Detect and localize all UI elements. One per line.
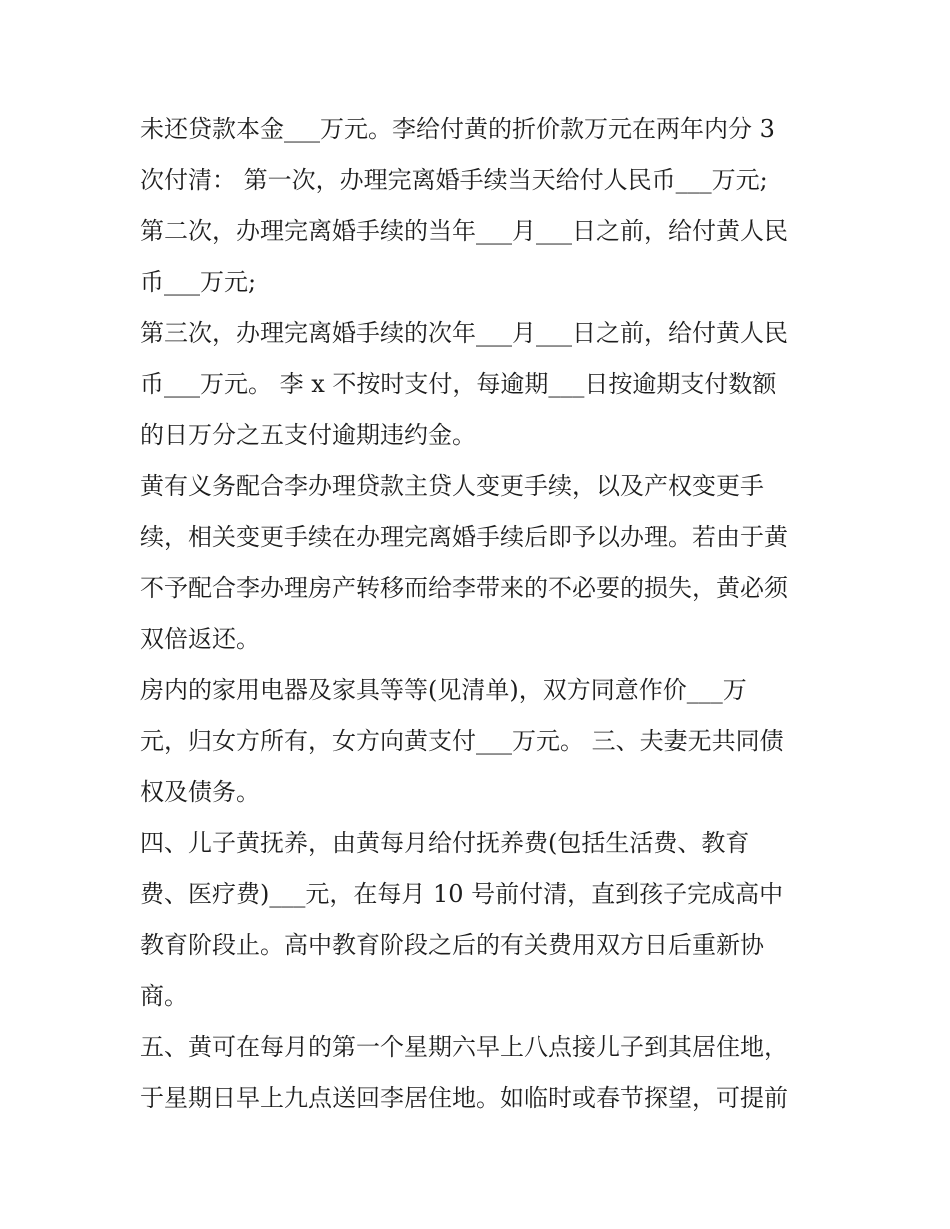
- text-line: 四、儿子黄抚养，由黄每月给付抚养费(包括生活费、教育: [140, 829, 750, 857]
- text-line: 商。: [140, 982, 188, 1010]
- text-line: 教育阶段止。高中教育阶段之后的有关费用双方日后重新协: [140, 931, 764, 959]
- text-line: 元，归女方所有，女方向黄支付___万元。 三、夫妻无共同债: [140, 727, 784, 755]
- text-line: 次付清： 第一次，办理完离婚手续当天给付人民币___万元;: [140, 166, 768, 194]
- text-line: 第三次，办理完离婚手续的次年___月___日之前，给付黄人民: [140, 319, 788, 347]
- text-line: 币___万元;: [140, 268, 257, 296]
- text-line: 于星期日早上九点送回李居住地。如临时或春节探望，可提前: [140, 1084, 788, 1112]
- text-line: 双倍返还。: [140, 625, 260, 653]
- text-line: 不予配合李办理房产转移而给李带来的不必要的损失，黄必须: [140, 574, 788, 602]
- document-body: [140, 104, 820, 1124]
- text-line: 未还贷款本金___万元。李给付黄的折价款万元在两年内分 3: [140, 115, 775, 143]
- text-line: 第二次，办理完离婚手续的当年___月___日之前，给付黄人民: [140, 217, 788, 245]
- text-line: 费、医疗费)___元，在每月 10 号前付清，直到孩子完成高中: [140, 880, 784, 908]
- text-line: 续，相关变更手续在办理完离婚手续后即予以办理。若由于黄: [140, 523, 788, 551]
- text-line: 的日万分之五支付逾期违约金。: [140, 421, 476, 449]
- text-line: 黄有义务配合李办理贷款主贷人变更手续，以及产权变更手: [140, 472, 764, 500]
- text-line: 币___万元。 李 x 不按时支付，每逾期___日按逾期支付数额: [140, 370, 777, 398]
- text-line: 权及债务。: [140, 778, 260, 806]
- text-line: 房内的家用电器及家具等等(见清单)，双方同意作价___万: [140, 676, 747, 704]
- text-line: 五、黄可在每月的第一个星期六早上八点接儿子到其居住地，: [140, 1033, 788, 1061]
